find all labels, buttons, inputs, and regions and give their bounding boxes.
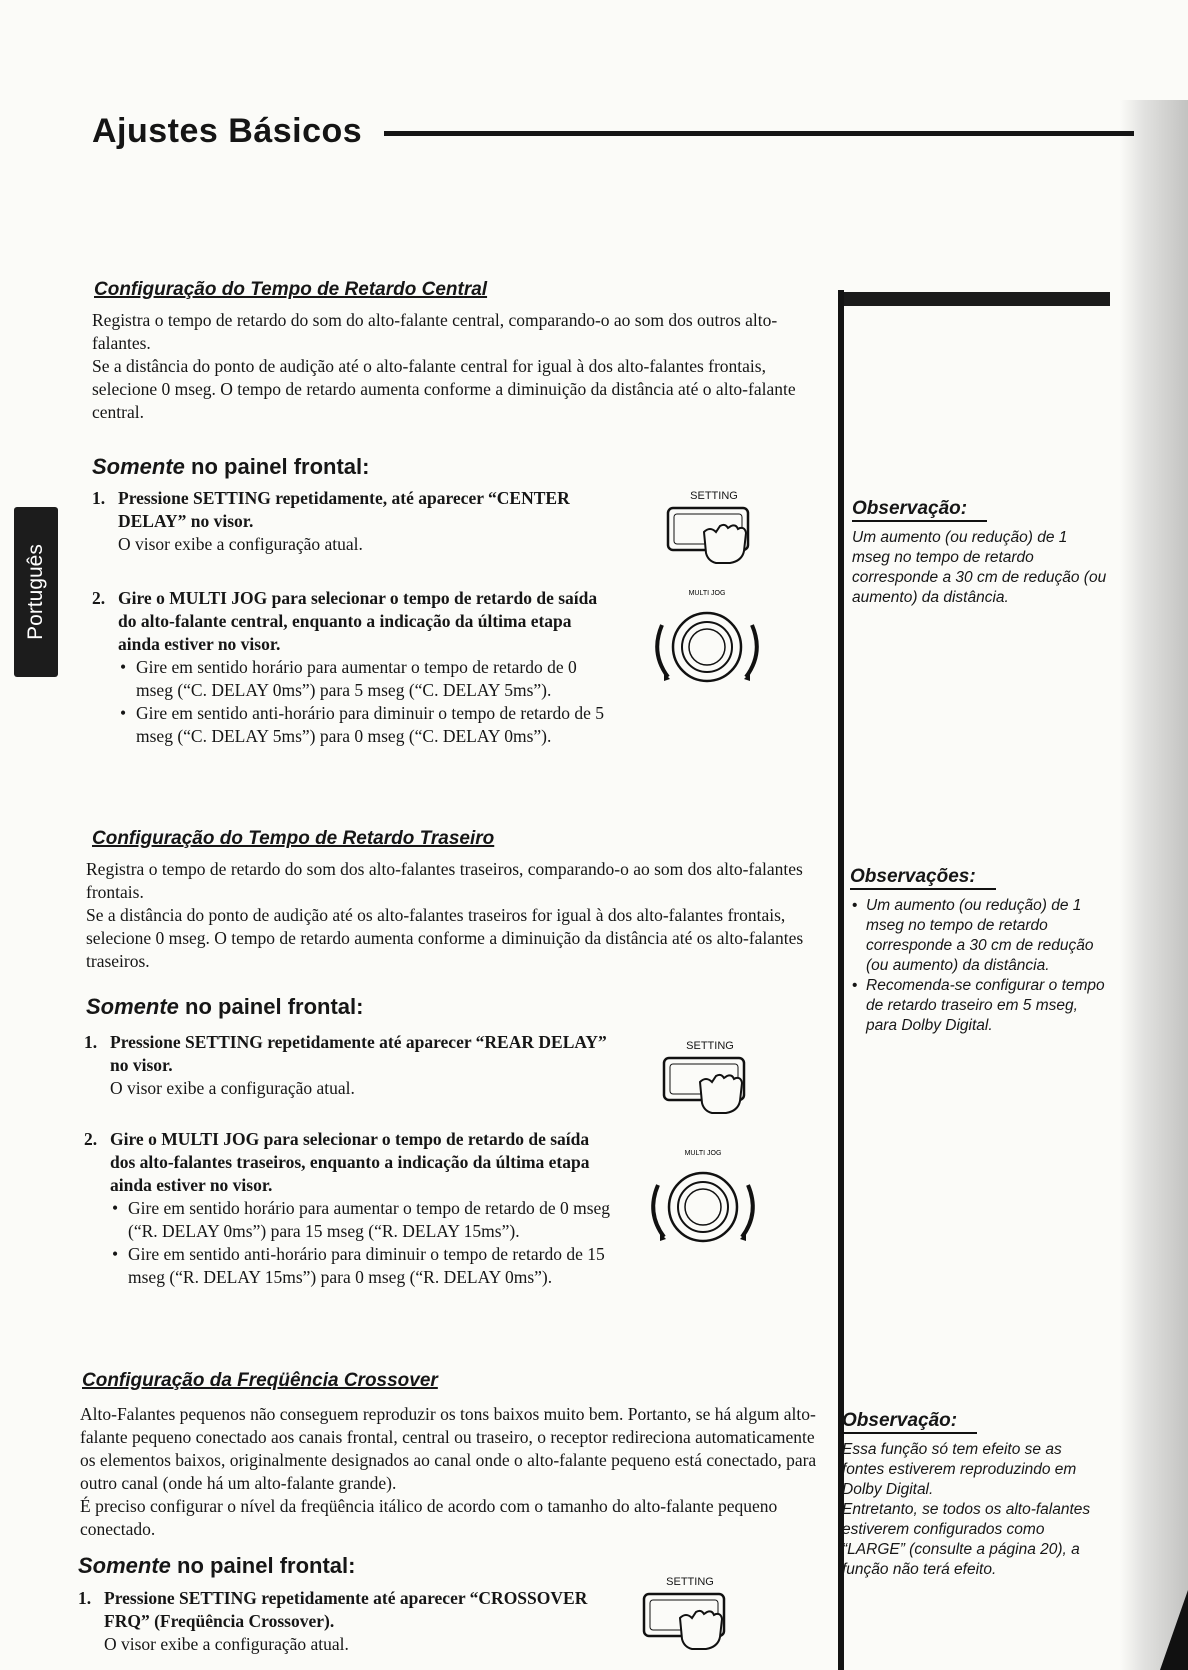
step-number: 1. [84, 1032, 98, 1052]
step-detail: O visor exibe a configuração atual. [104, 1634, 349, 1654]
paragraph: Se a distância do ponto de audição até os alto-falantes traseiros for igual à dos alto-falantes frontais, selecione 0 mseg. O tempo de retardo aumenta conforme a diminuição da distância até os alto-falantes traseiros. [86, 905, 804, 971]
step-number: 1. [92, 488, 106, 508]
step-instruction: Gire o MULTI JOG para selecionar o tempo de retardo de saída dos alto-falantes traseiros, enquanto a indicação da última etapa ainda estiver no visor. [110, 1129, 590, 1195]
paragraph: Registra o tempo de retardo do som do alto-falante central, comparando-o ao som dos outros alto-falantes. [92, 310, 778, 353]
note-bullet: • Um aumento (ou redução) de 1 mseg no tempo de retardo corresponde a 30 cm de redução (ou aumento) da distância. [866, 896, 1106, 976]
page-corner-shadow [1140, 1590, 1188, 1670]
language-tab [14, 507, 58, 677]
note-heading: Observação: [842, 1410, 977, 1434]
front-panel-heading [86, 994, 363, 1020]
step [92, 587, 612, 748]
front-panel-rest: no painel frontal: [178, 994, 364, 1019]
front-panel-heading [92, 454, 369, 480]
front-panel-prefix: Somente [92, 454, 185, 479]
step-instruction: Pressione SETTING repetidamente até aparecer “REAR DELAY” no visor. [110, 1032, 607, 1075]
title-rule [384, 131, 1134, 136]
front-panel-heading [78, 1553, 355, 1579]
step-instruction: Pressione SETTING repetidamente, até aparecer “CENTER DELAY” no visor. [118, 488, 570, 531]
section-heading-center-delay: Configuração do Tempo de Retardo Central [94, 279, 488, 300]
step-detail: O visor exibe a configuração atual. [110, 1078, 355, 1098]
note-heading: Observação: [852, 498, 987, 522]
setting-label: SETTING [686, 1040, 734, 1052]
step-number: 1. [78, 1588, 92, 1608]
setting-button-illustration [660, 1040, 760, 1120]
note-crossover [842, 1410, 1104, 1580]
paragraph: É preciso configurar o nível da freqüência itálico de acordo com o tamanho do alto-falante pequeno conectado. [80, 1496, 778, 1539]
section-intro-rear-delay [86, 858, 826, 973]
note-heading: Observações: [850, 866, 996, 890]
step [78, 1587, 618, 1656]
multijog-label: MULTI JOG [688, 590, 726, 597]
page-title: Ajustes Básicos [92, 112, 363, 150]
step-bullet: • Gire em sentido anti-horário para diminuir o tempo de retardo de 5 mseg (“C. DELAY 5ms”) para 0 mseg (“C. DELAY 0ms”). [136, 702, 612, 748]
setting-label: SETTING [690, 490, 738, 502]
sidebar-header-band [840, 292, 1110, 306]
section-heading-rear-delay: Configuração do Tempo de Retardo Traseiro [92, 828, 495, 849]
front-panel-rest: no painel frontal: [184, 454, 370, 479]
step [84, 1031, 612, 1100]
step [84, 1128, 612, 1289]
multi-jog-icon [632, 585, 782, 705]
step-number: 2. [92, 588, 106, 608]
front-panel-prefix: Somente [86, 994, 179, 1019]
section-intro-crossover [80, 1403, 822, 1541]
note-text: Um aumento (ou redução) de 1 mseg no tempo de retardo corresponde a 30 cm de redução (ou aumento) da distância. [852, 529, 1107, 606]
step-bullet: • Gire em sentido horário para aumentar o tempo de retardo de 0 mseg (“C. DELAY 0ms”) para 5 mseg (“C. DELAY 5ms”). [136, 656, 612, 702]
step-bullet: • Gire em sentido horário para aumentar o tempo de retardo de 0 mseg (“R. DELAY 0ms”) para 15 mseg (“R. DELAY 15ms”). [128, 1197, 612, 1243]
note-bullet: • Recomenda-se configurar o tempo de retardo traseiro em 5 mseg, para Dolby Digital. [866, 976, 1106, 1036]
hand-press-icon [664, 502, 764, 568]
note-text: Entretanto, se todos os alto-falantes estiverem configurados como “LARGE” (consulte a página 20), a função não terá efeito. [842, 1501, 1091, 1578]
paragraph: Se a distância do ponto de audição até o alto-falante central for igual à dos alto-falantes frontais, selecione 0 mseg. O tempo de retardo aumenta conforme a diminuição da distância até o alto-falante central. [92, 356, 796, 422]
step-bullet: • Gire em sentido anti-horário para diminuir o tempo de retardo de 15 mseg (“R. DELAY 15ms”) para 0 mseg (“R. DELAY 0ms”). [128, 1243, 612, 1289]
paragraph: Alto-Falantes pequenos não conseguem reproduzir os tons baixos muito bem. Portanto, se há algum alto-falante pequeno conectado aos canais frontal, central ou traseiro, o receptor redireciona automaticamente os elementos baixos, originalmente designados ao canal onde o alto-falante pequeno está conectado, para outro canal (onde há um alto-falante grande). [80, 1404, 817, 1493]
step [92, 487, 612, 556]
multijog-label: MULTI JOG [684, 1150, 722, 1157]
multi-jog-illustration [632, 585, 782, 705]
hand-press-icon [640, 1588, 740, 1654]
section-heading-crossover: Configuração da Freqüência Crossover [82, 1370, 438, 1391]
section-intro-center-delay [92, 309, 822, 424]
paragraph: Registra o tempo de retardo do som dos alto-falantes traseiros, comparando-o ao som dos alto-falantes frontais. [86, 859, 803, 902]
multi-jog-icon [628, 1145, 778, 1265]
note-rear-delay [850, 866, 1106, 1036]
setting-button-illustration [640, 1576, 740, 1656]
front-panel-prefix: Somente [78, 1553, 171, 1578]
note-center-delay [852, 498, 1108, 608]
hand-press-icon [660, 1052, 760, 1118]
step-detail: O visor exibe a configuração atual. [118, 534, 363, 554]
language-tab-label: Português [24, 544, 47, 640]
note-text: Essa função só tem efeito se as fontes estiverem reproduzindo em Dolby Digital. [842, 1441, 1077, 1498]
multi-jog-illustration [628, 1145, 778, 1265]
step-instruction: Pressione SETTING repetidamente até aparecer “CROSSOVER FRQ” (Freqüência Crossover). [104, 1588, 588, 1631]
scan-edge-shading [1120, 100, 1188, 1670]
setting-label: SETTING [666, 1576, 714, 1588]
setting-button-illustration [664, 490, 764, 570]
step-instruction: Gire o MULTI JOG para selecionar o tempo de retardo de saída do alto-falante central, enquanto a indicação da última etapa ainda estiver no visor. [118, 588, 598, 654]
front-panel-rest: no painel frontal: [170, 1553, 356, 1578]
step-number: 2. [84, 1129, 98, 1149]
